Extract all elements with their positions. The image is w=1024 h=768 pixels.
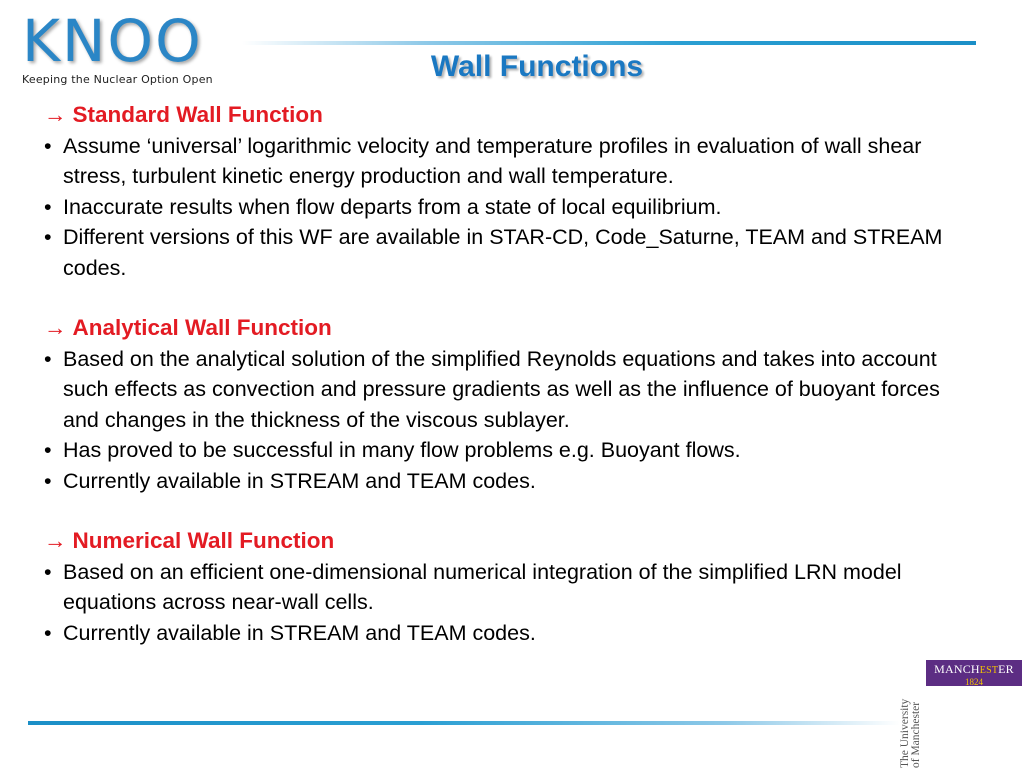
bullet-item [44,131,974,192]
bullet-item [44,557,974,618]
bullet-icon: • [44,559,52,584]
top-divider [242,41,976,45]
bullet-item [44,618,974,649]
section-numerical [44,526,974,648]
bullet-icon: • [44,194,52,219]
logo-tagline: Keeping the Nuclear Option Open [22,73,213,86]
bullet-text: Currently available in STREAM and TEAM codes. [63,468,536,493]
arrow-right-icon: → [44,315,67,340]
bullet-icon: • [44,225,52,249]
section-heading-text: Analytical Wall Function [72,315,332,340]
manchester-name-part: EST [979,665,999,676]
university-name [900,699,922,768]
manchester-logo [926,660,1022,686]
university-line: of Manchester [910,701,922,768]
bullet-text: Currently available in STREAM and TEAM codes. [63,620,536,645]
bullet-item [44,466,974,497]
bullet-text: Based on the analytical solution of the simplified Reynolds equations and takes into account such effects as convection and pressure gradients as well as the influence of buoyant forces and changes in the thickness of the viscous sublayer. [63,346,940,432]
bullet-list [44,131,974,284]
bullet-icon: • [44,346,52,371]
section-heading-text: Standard Wall Function [72,102,323,127]
manchester-name-part: ER [998,662,1014,676]
section-standard [44,100,974,283]
bottom-divider [28,721,900,725]
bullet-text: Different versions of this WF are available in STAR-CD, Code_Saturne, TEAM and STREAM codes. [63,225,943,280]
bullet-item [44,192,974,223]
bullet-list [44,344,974,497]
bullet-list [44,557,974,649]
section-analytical [44,313,974,496]
bullet-item [44,435,974,466]
bullet-icon: • [44,438,52,462]
bullet-text: Has proved to be successful in many flow problems e.g. Buoyant flows. [63,438,741,462]
section-heading [44,100,974,131]
section-heading-text: Numerical Wall Function [72,528,335,553]
slide-content [44,100,974,678]
slide-title: Wall Functions [430,50,644,83]
arrow-right-icon: → [44,528,67,553]
manchester-year: 1824 [965,677,983,687]
manchester-wordmark [926,660,1022,678]
manchester-name-part: MANCH [934,662,980,676]
bullet-icon: • [44,468,52,493]
logo-wordmark: KNOO [22,7,203,75]
bullet-item [44,222,974,283]
section-heading [44,526,974,557]
bullet-icon: • [44,620,52,645]
section-heading [44,313,974,344]
bullet-text: Inaccurate results when flow departs from a state of local equilibrium. [63,194,722,219]
bullet-item [44,344,974,436]
arrow-right-icon: → [44,102,67,127]
bullet-text: Based on an efficient one-dimensional numerical integration of the simplified LRN model equations across near-wall cells. [63,559,902,614]
bullet-icon: • [44,133,52,158]
university-line: The University [899,698,911,768]
bullet-text: Assume ‘universal’ logarithmic velocity and temperature profiles in evaluation of wall shear stress, turbulent kinetic energy production and wall temperature. [63,133,922,188]
